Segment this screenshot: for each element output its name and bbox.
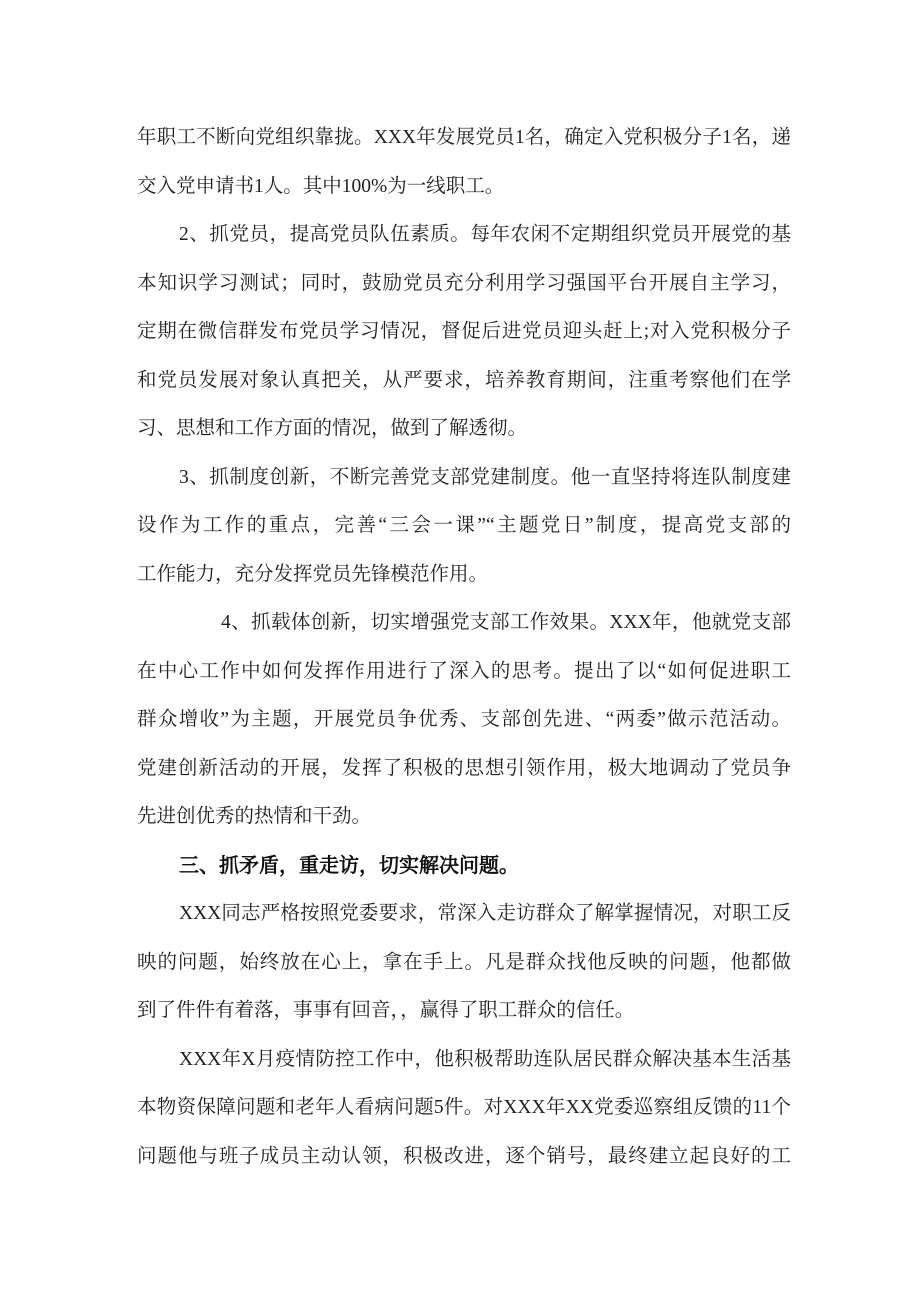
- text-line: 交入党申请书1人。其中100%为一线职工。: [137, 175, 505, 197]
- paragraph-visits: [137, 890, 791, 1036]
- text-line: 定期在微信群发布党员学习情况，督促后进党员迎头赶上;对入党积极分子: [137, 321, 791, 342]
- text-line: 设作为工作的重点，完善“三会一课”“主题党日”制度，提高党支部的: [137, 515, 791, 536]
- paragraph-item-3: [137, 454, 791, 600]
- text-line: 2、抓党员，提高党员队伍素质。每年农闲不定期组织党员开展党的基: [179, 224, 791, 245]
- text-line: 映的问题，始终放在心上，拿在手上。凡是群众找他反映的问题，他都做: [137, 951, 791, 973]
- text-line: 本物资保障问题和老年人看病问题5件。对XXX年XX党委巡察组反馈的11个: [137, 1097, 791, 1118]
- text-line: 党建创新活动的开展，发挥了积极的思想引领作用，极大地调动了党员争: [137, 757, 791, 779]
- text-line: 在中心工作中如何发挥作用进行了深入的思考。提出了以“如何促进职工: [137, 660, 791, 682]
- section-heading-3: [137, 842, 791, 891]
- text-line: XXX同志严格按照党委要求，常深入走访群众了解掌握情况，对职工反: [179, 903, 791, 924]
- text-line: 群众增收”为主题，开展党员争优秀、支部创先进、“两委”做示范活动。: [137, 709, 791, 730]
- text-line: 3、抓制度创新，不断完善党支部党建制度。他一直坚持将连队制度建: [179, 466, 791, 488]
- text-line: 先进创优秀的热情和干劲。: [137, 806, 372, 827]
- paragraph-epidemic: [137, 1036, 791, 1182]
- text-line: 本知识学习测试；同时，鼓励党员充分利用学习强国平台开展自主学习，: [137, 272, 791, 294]
- text-line: 工作能力，充分发挥党员先锋模范作用。: [137, 563, 489, 585]
- text-line: XXX年X月疫情防控工作中，他积极帮助连队居民群众解决基本生活基: [179, 1048, 791, 1070]
- text-line: 和党员发展对象认真把关，从严要求，培养教育期间，注重考察他们在学: [137, 369, 791, 391]
- paragraph-continuation: [137, 114, 791, 211]
- section-heading: 三、抓矛盾，重走访，切实解决问题。: [179, 854, 519, 877]
- text-line: 4、抓载体创新，切实增强党支部工作效果。XXX年，他就党支部: [221, 612, 791, 633]
- document-body: [137, 114, 791, 1181]
- text-line: 年职工不断向党组织靠拢。XXX年发展党员1名，确定入党积极分子1名，递: [137, 127, 791, 148]
- paragraph-item-4: [137, 599, 791, 842]
- text-line: 到了件件有着落，事事有回音，，赢得了职工群众的信任。: [137, 1000, 635, 1021]
- text-line: 习、思想和工作方面的情况，做到了解透彻。: [137, 418, 528, 439]
- paragraph-item-2: [137, 211, 791, 454]
- text-line: 问题他与班子成员主动认领，积极改进，逐个销号，最终建立起良好的工: [137, 1145, 791, 1167]
